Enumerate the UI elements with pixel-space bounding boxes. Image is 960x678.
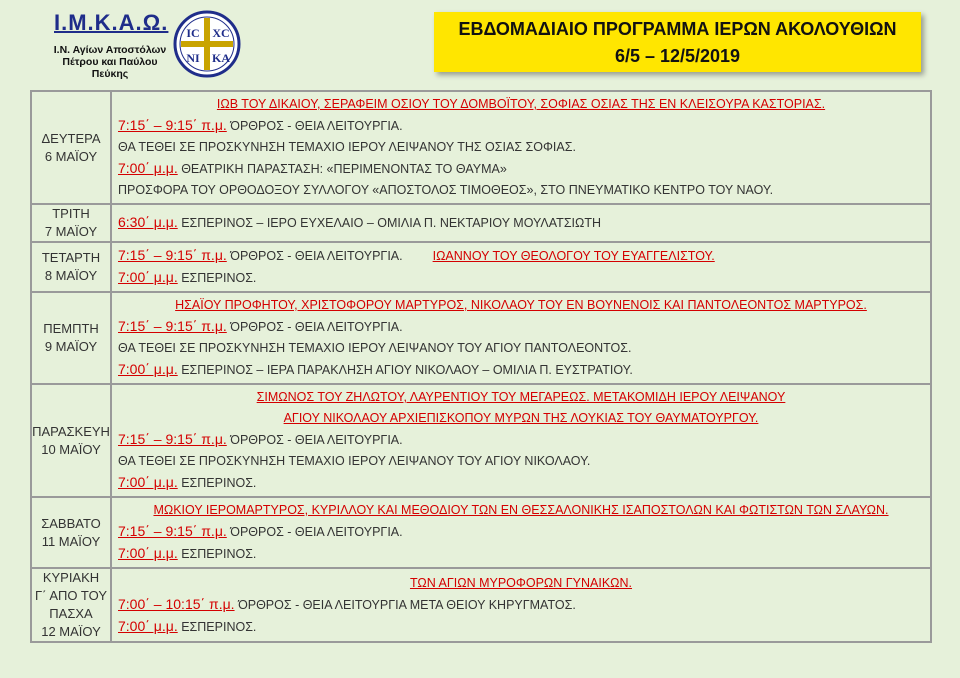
service-text: ΌΡΘΡΟΣ - ΘΕΙΑ ΛΕΙΤΟΥΡΓΙΑ. (230, 525, 403, 539)
service-line (118, 267, 924, 289)
service-time: 7:00΄ μ.μ. (118, 361, 178, 377)
services-cell (111, 384, 931, 497)
day-label: 10 ΜΑΪΟΥ (41, 441, 101, 457)
service-text: ΘΕΑΤΡΙΚΗ ΠΑΡΑΣΤΑΣΗ: «ΠΕΡΙΜΕΝΟΝΤΑΣ ΤΟ ΘΑΥΜΑ» (181, 162, 507, 176)
service-line (118, 212, 924, 234)
service-line (118, 245, 924, 267)
seal-letters: IC (186, 26, 200, 40)
service-text: ΌΡΘΡΟΣ - ΘΕΙΑ ΛΕΙΤΟΥΡΓΙΑ. (230, 433, 403, 447)
feast-name: ΜΩΚΙΟΥ ΙΕΡΟΜΑΡΤΥΡΟΣ, ΚΥΡΙΛΛΟΥ ΚΑΙ ΜΕΘΟΔΙΟΥ ΤΩΝ ΕΝ ΘΕΣΣΑΛΟΝΙΚΗΣ ΙΣΑΠΟΣΤΟΛΩΝ ΚΑΙ ΦΩΤΙΣΤΩΝ ΤΩΝ ΣΛΑΥΩΝ. (153, 503, 889, 517)
seal-letters: KA (212, 51, 230, 65)
service-time: 7:00΄ – 10:15΄ π.μ. (118, 595, 235, 612)
schedule-table (30, 90, 932, 643)
service-time: 7:15΄ – 9:15΄ π.μ. (118, 431, 227, 447)
service-text: ΠΡΟΣΦΟΡΑ ΤΟΥ ΟΡΘΟΔΟΞΟΥ ΣΥΛΛΟΓΟΥ «ΑΠΟΣΤΟΛΟΣ ΤΙΜΟΘΕΟΣ», ΣΤΟ ΠΝΕΥΜΑΤΙΚΟ ΚΕΝΤΡΟ ΤΟΥ ΝΑΟΥ. (118, 183, 774, 197)
schedule-row (31, 242, 931, 292)
schedule-row (31, 204, 931, 242)
day-label: 6 ΜΑΪΟΥ (44, 148, 98, 164)
parish-logo (40, 10, 240, 80)
day-label: 7 ΜΑΪΟΥ (44, 224, 98, 239)
service-line (118, 316, 924, 338)
service-text: ΕΣΠΕΡΙΝΟΣ. (181, 619, 257, 634)
day-label: ΤΕΤΑΡΤΗ (41, 250, 101, 265)
feast-name: ΙΩΑΝΝΟΥ ΤΟΥ ΘΕΟΛΟΓΟΥ ΤΟΥ ΕΥΑΓΓΕΛΙΣΤΟΥ. (432, 249, 715, 263)
service-text: ΕΣΠΕΡΙΝΟΣ. (181, 476, 257, 490)
service-line (118, 137, 924, 158)
day-label: 12 ΜΑΪΟΥ (41, 624, 101, 639)
service-time: 6:30΄ μ.μ. (118, 214, 178, 230)
service-line (118, 115, 924, 137)
logo-line: Πέτρου και Παύλου (62, 56, 158, 68)
day-label: Γ΄ ΑΠΟ ΤΟΥ (34, 588, 107, 603)
logo-line: Πεύκης (91, 68, 129, 80)
seal-letters: XC (212, 26, 230, 40)
service-time: 7:15΄ – 9:15΄ π.μ. (118, 247, 227, 263)
day-label: ΣΑΒΒΑΤΟ (41, 515, 101, 531)
service-line (118, 616, 924, 638)
day-label: ΠΑΣΧΑ (49, 606, 93, 621)
services-cell (111, 204, 931, 242)
day-cell (31, 497, 111, 568)
schedule-row (31, 497, 931, 568)
logo-line: Ι.Ν. Αγίων Αποστόλων (53, 44, 167, 56)
service-line (118, 158, 924, 180)
day-label: ΤΡΙΤΗ (52, 206, 90, 221)
service-time: 7:15΄ – 9:15΄ π.μ. (118, 318, 227, 334)
seal-letters: NI (186, 51, 200, 65)
feast-name: ΤΩΝ ΑΓΙΩΝ ΜΥΡΟΦΟΡΩΝ ΓΥΝΑΙΚΩΝ. (409, 575, 633, 590)
day-label: ΔΕΥΤΕΡΑ (41, 130, 101, 146)
service-line (118, 573, 924, 594)
service-time: 7:00΄ μ.μ. (118, 160, 178, 176)
day-label: ΠΑΡΑΣΚΕΥΗ (32, 423, 110, 439)
service-line (118, 408, 924, 429)
day-cell (31, 242, 111, 292)
service-text: ΘΑ ΤΕΘΕΙ ΣΕ ΠΡΟΣΚΥΝΗΣΗ ΤΕΜΑΧΙΟ ΙΕΡΟΥ ΛΕΙΨΑΝΟΥ ΤΗΣ ΟΣΙΑΣ ΣΟΦΙΑΣ. (118, 140, 576, 154)
service-text: ΕΣΠΕΡΙΝΟΣ – ΙΕΡΑ ΠΑΡΑΚΛΗΣΗ ΑΓΙΟΥ ΝΙΚΟΛΑΟΥ – ΟΜΙΛΙΑ Π. ΕΥΣΤΡΑΤΙΟΥ. (181, 363, 633, 377)
icxc-nika-seal-icon (173, 10, 241, 78)
service-line (118, 429, 924, 451)
service-line (118, 472, 924, 494)
service-text: ΌΡΘΡΟΣ - ΘΕΙΑ ΛΕΙΤΟΥΡΓΙΑ. (230, 249, 403, 263)
service-text: ΕΣΠΕΡΙΝΟΣ. (181, 547, 257, 561)
day-label: 11 ΜΑΪΟΥ (41, 533, 101, 549)
service-text: ΌΡΘΡΟΣ - ΘΕΙΑ ΛΕΙΤΟΥΡΓΙΑ. (230, 320, 403, 334)
service-line (118, 94, 924, 115)
logo-title: Ι.Μ.Κ.Α.Ω. (54, 10, 169, 35)
schedule-row (31, 91, 931, 204)
schedule-row (31, 384, 931, 497)
service-time: 7:00΄ μ.μ. (118, 474, 178, 490)
services-cell (111, 91, 931, 204)
day-label: ΠΕΜΠΤΗ (43, 321, 99, 336)
schedule-row (31, 292, 931, 384)
feast-name: ΣΙΜΩΝΟΣ ΤΟΥ ΖΗΛΩΤΟΥ, ΛΑΥΡΕΝΤΙΟΥ ΤΟΥ ΜΕΓΑΡΕΩΣ. ΜΕΤΑΚΟΜΙΔΗ ΙΕΡΟΥ ΛΕΙΨΑΝΟΥ (256, 390, 786, 404)
day-label: ΚΥΡΙΑΚΗ (42, 570, 100, 585)
service-text: ΕΣΠΕΡΙΝΟΣ – ΙΕΡΟ ΕΥΧΕΛΑΙΟ – ΟΜΙΛΙΑ Π. ΝΕΚΤΑΡΙΟΥ ΜΟΥΛΑΤΣΙΩΤΗ (181, 216, 602, 230)
service-text: ΕΣΠΕΡΙΝΟΣ. (181, 271, 257, 285)
service-time: 7:00΄ μ.μ. (118, 545, 178, 561)
service-time: 7:00΄ μ.μ. (118, 617, 178, 634)
day-label: 9 ΜΑΪΟΥ (44, 339, 98, 354)
services-cell (111, 292, 931, 384)
day-cell (31, 384, 111, 497)
service-line (118, 451, 924, 472)
day-cell (31, 568, 111, 642)
schedule-title: ΕΒΔΟΜΑΔΙΑΙΟ ΠΡΟΓΡΑΜΜΑ ΙΕΡΩΝ ΑΚΟΛΟΥΘΙΩΝ (458, 19, 897, 39)
service-line (118, 338, 924, 359)
service-line (118, 387, 924, 408)
day-cell (31, 292, 111, 384)
services-cell (111, 497, 931, 568)
services-cell (111, 242, 931, 292)
schedule-row (31, 568, 931, 642)
services-cell (111, 568, 931, 642)
service-line (118, 594, 924, 616)
service-text: ΌΡΘΡΟΣ - ΘΕΙΑ ΛΕΙΤΟΥΡΓΙΑ ΜΕΤΑ ΘΕΙΟΥ ΚΗΡΥΓΜΑΤΟΣ. (238, 597, 576, 612)
day-cell (31, 91, 111, 204)
service-time: 7:15΄ – 9:15΄ π.μ. (118, 523, 227, 539)
feast-name: ΗΣΑΪΟΥ ΠΡΟΦΗΤΟΥ, ΧΡΙΣΤΟΦΟΡΟΥ ΜΑΡΤΥΡΟΣ, ΝΙΚΟΛΑΟΥ ΤΟΥ ΕΝ ΒΟΥΝΕΝΟΙΣ ΚΑΙ ΠΑΝΤΟΛΕΟΝΤΟΣ ΜΑΡΤΥΡΟΣ. (175, 298, 867, 312)
schedule-title-box (434, 12, 921, 72)
service-line (118, 295, 924, 316)
service-line (118, 543, 924, 565)
service-line (118, 180, 924, 201)
service-text: ΘΑ ΤΕΘΕΙ ΣΕ ΠΡΟΣΚΥΝΗΣΗ ΤΕΜΑΧΙΟ ΙΕΡΟΥ ΛΕΙΨΑΝΟΥ ΤΟΥ ΑΓΙΟΥ ΠΑΝΤΟΛΕΟΝΤΟΣ. (118, 341, 632, 355)
feast-name: ΙΩΒ ΤΟΥ ΔΙΚΑΙΟΥ, ΣΕΡΑΦΕΙΜ ΟΣΙΟΥ ΤΟΥ ΔΟΜΒΟΪΤΟΥ, ΣΟΦΙΑΣ ΟΣΙΑΣ ΤΗΣ ΕΝ ΚΛΕΙΣΟΥΡΑ ΚΑΣΤΟΡΙΑΣ. (216, 97, 826, 111)
feast-name: ΑΓΙΟΥ ΝΙΚΟΛΑΟΥ ΑΡΧΙΕΠΙΣΚΟΠΟΥ ΜΥΡΩΝ ΤΗΣ ΛΟΥΚΙΑΣ ΤΟΥ ΘΑΥΜΑΤΟΥΡΓΟΥ. (283, 411, 759, 425)
service-line (118, 521, 924, 543)
service-time: 7:00΄ μ.μ. (118, 269, 178, 285)
service-time: 7:15΄ – 9:15΄ π.μ. (118, 117, 227, 133)
service-line (118, 500, 924, 521)
schedule-dates: 6/5 – 12/5/2019 (614, 46, 741, 66)
service-text: ΌΡΘΡΟΣ - ΘΕΙΑ ΛΕΙΤΟΥΡΓΙΑ. (230, 119, 403, 133)
day-cell (31, 204, 111, 242)
service-text: ΘΑ ΤΕΘΕΙ ΣΕ ΠΡΟΣΚΥΝΗΣΗ ΤΕΜΑΧΙΟ ΙΕΡΟΥ ΛΕΙΨΑΝΟΥ ΤΟΥ ΑΓΙΟΥ ΝΙΚΟΛΑΟΥ. (118, 454, 591, 468)
page-header (0, 0, 960, 85)
day-label: 8 ΜΑΪΟΥ (44, 268, 98, 283)
service-line (118, 359, 924, 381)
